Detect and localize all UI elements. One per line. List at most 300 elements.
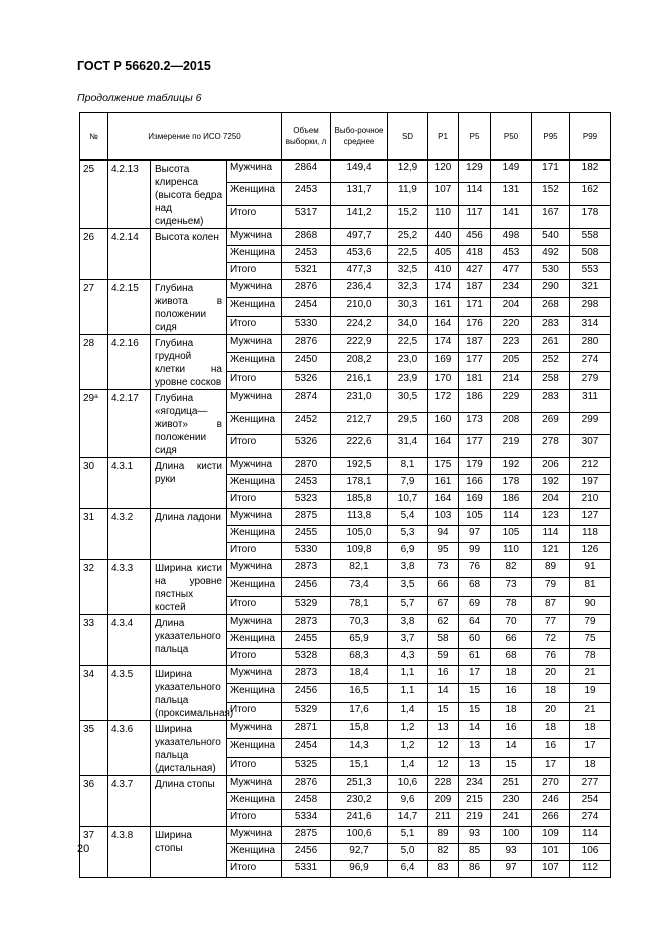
p99-value: 127 — [570, 509, 611, 526]
group-label: Итого — [227, 316, 282, 334]
p99-value: 279 — [570, 371, 611, 389]
table-caption: Продолжение таблицы 6 — [77, 92, 202, 104]
mean-value: 497,7 — [331, 229, 388, 246]
iso-code: 4.2.15 — [108, 280, 151, 335]
sample-size: 5331 — [282, 861, 331, 878]
p95-value: 261 — [532, 335, 570, 353]
p50-value: 223 — [491, 335, 532, 353]
sd-value: 5,3 — [388, 526, 428, 543]
sample-size: 5330 — [282, 316, 331, 334]
p1-value: 12 — [428, 739, 459, 757]
iso-code: 4.3.8 — [108, 827, 151, 878]
group-label: Итого — [227, 649, 282, 666]
mean-value: 17,6 — [331, 702, 388, 720]
sample-size: 2456 — [282, 844, 331, 861]
p95-value: 20 — [532, 702, 570, 720]
sd-value: 9,6 — [388, 793, 428, 810]
sd-value: 32,5 — [388, 263, 428, 280]
group-label: Мужчина — [227, 509, 282, 526]
iso-code: 4.3.1 — [108, 458, 151, 509]
measure-name: Ширина стопы — [151, 827, 227, 878]
group-label: Итого — [227, 810, 282, 827]
p95-value: 89 — [532, 560, 570, 578]
sample-size: 5329 — [282, 596, 331, 614]
row-number-text: 30 — [83, 461, 95, 472]
p1-value: 175 — [428, 458, 459, 475]
p1-value: 405 — [428, 246, 459, 263]
p50-value: 105 — [491, 526, 532, 543]
sample-size: 2874 — [282, 390, 331, 413]
p1-value: 13 — [428, 721, 459, 739]
p5-value: 93 — [459, 827, 491, 844]
mean-value: 453,6 — [331, 246, 388, 263]
p50-value: 114 — [491, 509, 532, 526]
p95-value: 109 — [532, 827, 570, 844]
p50-value: 234 — [491, 280, 532, 298]
mean-value: 236,4 — [331, 280, 388, 298]
p50-value: 205 — [491, 353, 532, 371]
p50-value: 498 — [491, 229, 532, 246]
mean-value: 178,1 — [331, 475, 388, 492]
p99-value: 19 — [570, 684, 611, 702]
sample-size: 5325 — [282, 757, 331, 775]
mean-value: 192,5 — [331, 458, 388, 475]
p5-value: 181 — [459, 371, 491, 389]
p5-value: 15 — [459, 684, 491, 702]
group-label: Итого — [227, 492, 282, 509]
col-header-p50: P50 — [491, 113, 532, 161]
p95-value: 87 — [532, 596, 570, 614]
sample-size: 2454 — [282, 739, 331, 757]
p95-value: 107 — [532, 861, 570, 878]
p95-value: 171 — [532, 160, 570, 183]
sample-size: 5326 — [282, 371, 331, 389]
p5-value: 13 — [459, 757, 491, 775]
p1-value: 164 — [428, 492, 459, 509]
p99-value: 178 — [570, 206, 611, 229]
p95-value: 540 — [532, 229, 570, 246]
mean-value: 105,0 — [331, 526, 388, 543]
p99-value: 112 — [570, 861, 611, 878]
p95-value: 492 — [532, 246, 570, 263]
p50-value: 229 — [491, 390, 532, 413]
sd-value: 30,5 — [388, 390, 428, 413]
p5-value: 171 — [459, 298, 491, 316]
row-number-text: 26 — [83, 232, 95, 243]
measure-name: Ширина указательного пальца (проксимальная) — [151, 666, 227, 721]
table-body — [80, 160, 611, 878]
p99-value: 299 — [570, 412, 611, 435]
p99-value: 274 — [570, 810, 611, 827]
iso-code: 4.3.6 — [108, 721, 151, 776]
p99-value: 114 — [570, 827, 611, 844]
mean-value: 70,3 — [331, 615, 388, 632]
sample-size: 2873 — [282, 560, 331, 578]
group-label: Итого — [227, 206, 282, 229]
p1-value: 107 — [428, 183, 459, 206]
group-label: Итого — [227, 861, 282, 878]
sd-value: 25,2 — [388, 229, 428, 246]
group-label: Итого — [227, 371, 282, 389]
sd-value: 23,9 — [388, 371, 428, 389]
group-label: Женщина — [227, 246, 282, 263]
p99-value: 75 — [570, 632, 611, 649]
p99-value: 254 — [570, 793, 611, 810]
sd-value: 22,5 — [388, 335, 428, 353]
col-header-p95: P95 — [532, 113, 570, 161]
p50-value: 149 — [491, 160, 532, 183]
group-label: Итого — [227, 757, 282, 775]
anthropometric-table — [79, 112, 611, 878]
group-label: Женщина — [227, 684, 282, 702]
p50-value: 68 — [491, 649, 532, 666]
p50-value: 14 — [491, 739, 532, 757]
row-number — [80, 776, 108, 827]
mean-value: 16,5 — [331, 684, 388, 702]
mean-value: 18,4 — [331, 666, 388, 684]
measure-name: Длина стопы — [151, 776, 227, 827]
sample-size: 5330 — [282, 543, 331, 560]
iso-code: 4.3.2 — [108, 509, 151, 560]
p50-value: 97 — [491, 861, 532, 878]
sd-value: 10,6 — [388, 776, 428, 793]
sd-value: 1,1 — [388, 666, 428, 684]
sd-value: 1,2 — [388, 721, 428, 739]
mean-value: 208,2 — [331, 353, 388, 371]
col-header-measure: Измерение по ИСО 7250 — [108, 113, 282, 161]
p5-value: 13 — [459, 739, 491, 757]
sample-size: 2458 — [282, 793, 331, 810]
sd-value: 5,4 — [388, 509, 428, 526]
p1-value: 95 — [428, 543, 459, 560]
row-number-text: 37 — [83, 830, 95, 841]
p1-value: 410 — [428, 263, 459, 280]
sample-size: 2450 — [282, 353, 331, 371]
sample-size: 2864 — [282, 160, 331, 183]
p95-value: 269 — [532, 412, 570, 435]
iso-code: 4.3.4 — [108, 615, 151, 666]
p99-value: 106 — [570, 844, 611, 861]
p50-value: 15 — [491, 757, 532, 775]
p5-value: 97 — [459, 526, 491, 543]
table-row — [80, 160, 611, 183]
p99-value: 90 — [570, 596, 611, 614]
p1-value: 211 — [428, 810, 459, 827]
row-number — [80, 615, 108, 666]
p5-value: 61 — [459, 649, 491, 666]
p99-value: 307 — [570, 435, 611, 458]
p50-value: 219 — [491, 435, 532, 458]
p99-value: 18 — [570, 721, 611, 739]
sample-size: 2870 — [282, 458, 331, 475]
sd-value: 30,3 — [388, 298, 428, 316]
group-label: Мужчина — [227, 335, 282, 353]
p1-value: 73 — [428, 560, 459, 578]
p99-value: 508 — [570, 246, 611, 263]
page-number: 20 — [77, 843, 90, 855]
sd-value: 1,1 — [388, 684, 428, 702]
table-row — [80, 776, 611, 793]
measure-name: Длина кисти руки — [151, 458, 227, 509]
sd-value: 14,7 — [388, 810, 428, 827]
p95-value: 17 — [532, 757, 570, 775]
row-number-text: 27 — [83, 283, 95, 294]
p95-value: 18 — [532, 721, 570, 739]
mean-value: 241,6 — [331, 810, 388, 827]
p1-value: 161 — [428, 475, 459, 492]
sample-size: 2456 — [282, 684, 331, 702]
p95-value: 290 — [532, 280, 570, 298]
p5-value: 177 — [459, 353, 491, 371]
group-label: Итого — [227, 263, 282, 280]
table-row — [80, 615, 611, 632]
sample-size: 2873 — [282, 615, 331, 632]
sd-value: 31,4 — [388, 435, 428, 458]
table-row — [80, 280, 611, 298]
p95-value: 270 — [532, 776, 570, 793]
row-number — [80, 280, 108, 335]
p95-value: 167 — [532, 206, 570, 229]
p50-value: 16 — [491, 684, 532, 702]
table-row — [80, 509, 611, 526]
mean-value: 477,3 — [331, 263, 388, 280]
iso-code: 4.3.5 — [108, 666, 151, 721]
row-number — [80, 666, 108, 721]
p1-value: 67 — [428, 596, 459, 614]
group-label: Мужчина — [227, 615, 282, 632]
p99-value: 91 — [570, 560, 611, 578]
p50-value: 73 — [491, 578, 532, 596]
row-number — [80, 335, 108, 390]
table-row — [80, 229, 611, 246]
p95-value: 114 — [532, 526, 570, 543]
p95-value: 72 — [532, 632, 570, 649]
p5-value: 176 — [459, 316, 491, 334]
p50-value: 192 — [491, 458, 532, 475]
sd-value: 4,3 — [388, 649, 428, 666]
sd-value: 5,1 — [388, 827, 428, 844]
p5-value: 186 — [459, 390, 491, 413]
group-label: Мужчина — [227, 458, 282, 475]
measure-name: Высота колен — [151, 229, 227, 280]
group-label: Мужчина — [227, 721, 282, 739]
col-header-p5: P5 — [459, 113, 491, 161]
p99-value: 78 — [570, 649, 611, 666]
group-label: Мужчина — [227, 229, 282, 246]
p99-value: 553 — [570, 263, 611, 280]
p99-value: 21 — [570, 702, 611, 720]
p99-value: 21 — [570, 666, 611, 684]
p50-value: 16 — [491, 721, 532, 739]
measure-name: Ширина указательного пальца (дистальная) — [151, 721, 227, 776]
sd-value: 15,2 — [388, 206, 428, 229]
mean-value: 149,4 — [331, 160, 388, 183]
sd-value: 3,7 — [388, 632, 428, 649]
p95-value: 192 — [532, 475, 570, 492]
group-label: Мужчина — [227, 160, 282, 183]
mean-value: 68,3 — [331, 649, 388, 666]
row-number-text: 31 — [83, 512, 95, 523]
p95-value: 79 — [532, 578, 570, 596]
col-header-no: № — [80, 113, 108, 161]
row-number-text: 28 — [83, 338, 95, 349]
measure-name: Высота клиренса (высота бедра над сиденьем) — [151, 160, 227, 229]
table-row — [80, 721, 611, 739]
p5-value: 177 — [459, 435, 491, 458]
mean-value: 82,1 — [331, 560, 388, 578]
group-label: Итого — [227, 543, 282, 560]
p5-value: 105 — [459, 509, 491, 526]
p5-value: 86 — [459, 861, 491, 878]
p99-value: 298 — [570, 298, 611, 316]
row-number — [80, 160, 108, 229]
table-row — [80, 560, 611, 578]
mean-value: 216,1 — [331, 371, 388, 389]
p1-value: 120 — [428, 160, 459, 183]
p99-value: 210 — [570, 492, 611, 509]
row-number-text: 25 — [83, 164, 95, 175]
table-row — [80, 390, 611, 413]
group-label: Мужчина — [227, 776, 282, 793]
p95-value: 152 — [532, 183, 570, 206]
p99-value: 79 — [570, 615, 611, 632]
sd-value: 5,0 — [388, 844, 428, 861]
p50-value: 204 — [491, 298, 532, 316]
row-number-text: 32 — [83, 563, 95, 574]
p1-value: 174 — [428, 280, 459, 298]
mean-value: 230,2 — [331, 793, 388, 810]
p99-value: 17 — [570, 739, 611, 757]
p1-value: 12 — [428, 757, 459, 775]
p95-value: 266 — [532, 810, 570, 827]
p1-value: 82 — [428, 844, 459, 861]
sample-size: 5317 — [282, 206, 331, 229]
group-label: Мужчина — [227, 827, 282, 844]
p99-value: 321 — [570, 280, 611, 298]
p50-value: 214 — [491, 371, 532, 389]
sample-size: 2875 — [282, 509, 331, 526]
group-label: Женщина — [227, 412, 282, 435]
mean-value: 92,7 — [331, 844, 388, 861]
p99-value: 558 — [570, 229, 611, 246]
sample-size: 5321 — [282, 263, 331, 280]
sd-value: 6,4 — [388, 861, 428, 878]
p50-value: 70 — [491, 615, 532, 632]
p95-value: 76 — [532, 649, 570, 666]
sd-value: 23,0 — [388, 353, 428, 371]
p1-value: 440 — [428, 229, 459, 246]
p50-value: 220 — [491, 316, 532, 334]
p99-value: 280 — [570, 335, 611, 353]
p5-value: 117 — [459, 206, 491, 229]
p99-value: 182 — [570, 160, 611, 183]
group-label: Женщина — [227, 526, 282, 543]
mean-value: 96,9 — [331, 861, 388, 878]
sd-value: 11,9 — [388, 183, 428, 206]
sd-value: 22,5 — [388, 246, 428, 263]
p5-value: 187 — [459, 280, 491, 298]
mean-value: 222,9 — [331, 335, 388, 353]
p99-value: 81 — [570, 578, 611, 596]
mean-value: 210,0 — [331, 298, 388, 316]
col-header-mean: Выбо-рочное среднее — [331, 113, 388, 161]
p1-value: 228 — [428, 776, 459, 793]
group-label: Женщина — [227, 793, 282, 810]
sd-value: 3,5 — [388, 578, 428, 596]
p50-value: 18 — [491, 666, 532, 684]
sample-size: 2868 — [282, 229, 331, 246]
row-number — [80, 229, 108, 280]
p1-value: 66 — [428, 578, 459, 596]
group-label: Итого — [227, 596, 282, 614]
group-label: Женщина — [227, 183, 282, 206]
group-label: Женщина — [227, 632, 282, 649]
p99-value: 118 — [570, 526, 611, 543]
row-number — [80, 509, 108, 560]
p5-value: 234 — [459, 776, 491, 793]
p95-value: 283 — [532, 390, 570, 413]
sample-size: 2455 — [282, 632, 331, 649]
p95-value: 283 — [532, 316, 570, 334]
p1-value: 174 — [428, 335, 459, 353]
p5-value: 179 — [459, 458, 491, 475]
sd-value: 1,2 — [388, 739, 428, 757]
iso-code: 4.3.7 — [108, 776, 151, 827]
p50-value: 110 — [491, 543, 532, 560]
sample-size: 2454 — [282, 298, 331, 316]
sample-size: 2455 — [282, 526, 331, 543]
iso-code: 4.2.13 — [108, 160, 151, 229]
sample-size: 5328 — [282, 649, 331, 666]
sample-size: 2875 — [282, 827, 331, 844]
p1-value: 160 — [428, 412, 459, 435]
sd-value: 8,1 — [388, 458, 428, 475]
p99-value: 197 — [570, 475, 611, 492]
p5-value: 169 — [459, 492, 491, 509]
p50-value: 178 — [491, 475, 532, 492]
p95-value: 18 — [532, 684, 570, 702]
p95-value: 121 — [532, 543, 570, 560]
row-number — [80, 560, 108, 615]
p99-value: 274 — [570, 353, 611, 371]
mean-value: 222,6 — [331, 435, 388, 458]
sample-size: 5326 — [282, 435, 331, 458]
mean-value: 141,2 — [331, 206, 388, 229]
measure-name: Длина ладони — [151, 509, 227, 560]
col-header-sd: SD — [388, 113, 428, 161]
iso-code: 4.2.17 — [108, 390, 151, 458]
sample-size: 2876 — [282, 335, 331, 353]
p1-value: 164 — [428, 316, 459, 334]
row-number-text: 36 — [83, 779, 95, 790]
group-label: Женщина — [227, 844, 282, 861]
group-label: Женщина — [227, 578, 282, 596]
mean-value: 251,3 — [331, 776, 388, 793]
p5-value: 219 — [459, 810, 491, 827]
p5-value: 99 — [459, 543, 491, 560]
measure-name: Глубина живота в положении сидя — [151, 280, 227, 335]
mean-value: 14,3 — [331, 739, 388, 757]
p5-value: 15 — [459, 702, 491, 720]
group-label: Итого — [227, 435, 282, 458]
p5-value: 215 — [459, 793, 491, 810]
row-number-text: 35 — [83, 724, 95, 735]
p50-value: 18 — [491, 702, 532, 720]
footnote-marker: а — [94, 393, 98, 400]
mean-value: 73,4 — [331, 578, 388, 596]
sample-size: 2453 — [282, 475, 331, 492]
p95-value: 246 — [532, 793, 570, 810]
